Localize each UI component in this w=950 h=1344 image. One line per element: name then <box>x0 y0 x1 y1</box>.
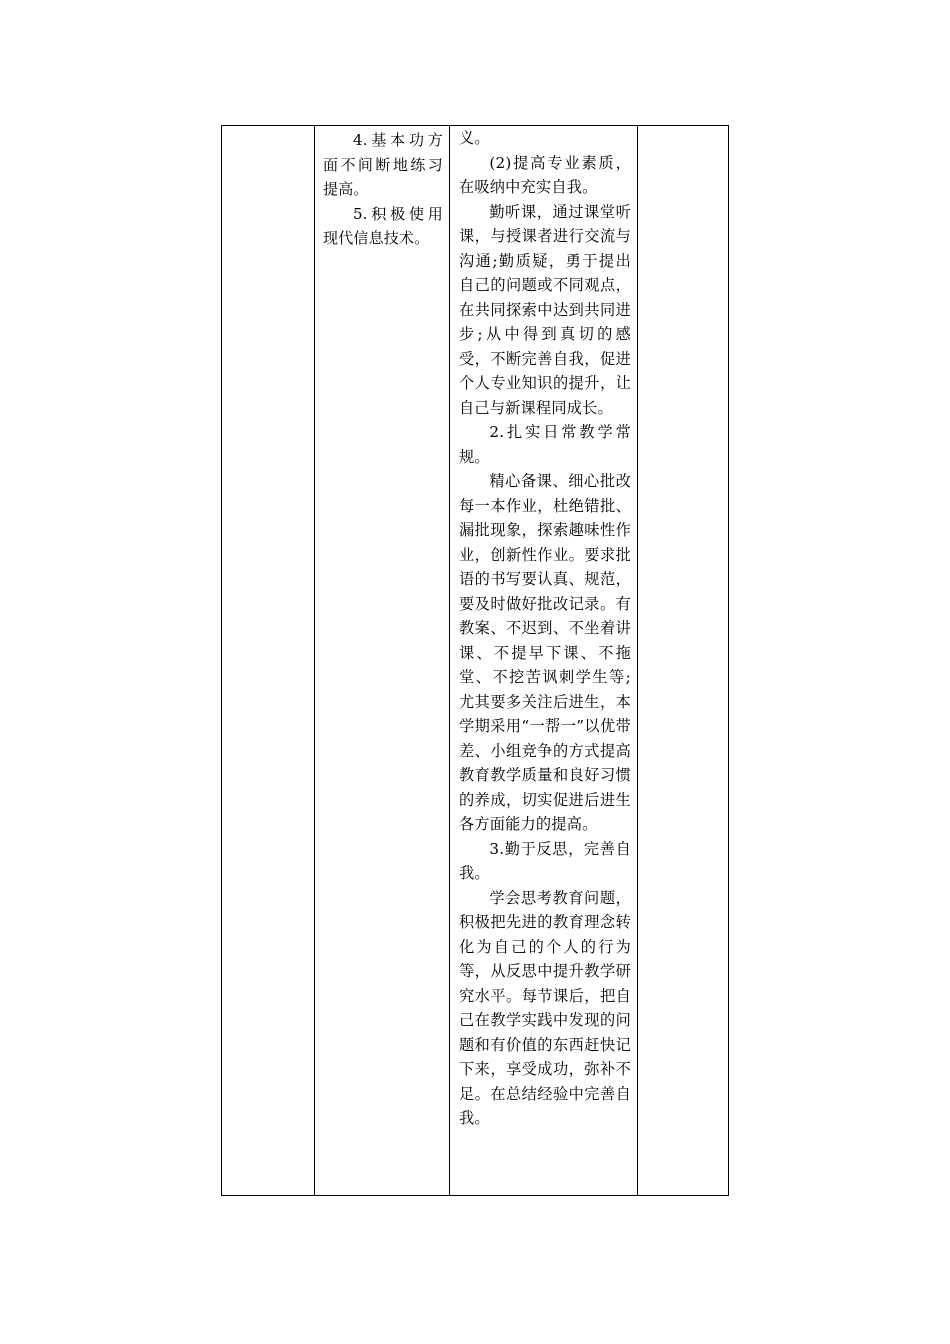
paragraph-routine-body: 精心备课、细心批改每一本作业，杜绝错批、漏批现象，探索趣味性作业，创新性作业。要求批语的书写要认真、规范，要及时做好批改记录。有教案、不迟到、不坐着讲课、不提早下课、不拖堂、不挖苦讽刺学生等;尤其要多关注后进生，本学期采用“一帮一”以优带差、小组竞争的方式提高教育教学质量和良好习惯的养成，切实促进后进生各方面能力的提高。 <box>459 472 631 833</box>
paragraph-professional-quality: (2)提高专业素质，在吸纳中充实自我。 <box>459 153 631 196</box>
table-column-1 <box>222 126 315 1195</box>
paragraph-reflection-heading: 3.勤于反思，完善自我。 <box>459 839 631 882</box>
table-column-4 <box>638 126 728 1195</box>
table-column-2 <box>315 126 450 1195</box>
measure-item-5: 5.积极使用现代信息技术。 <box>323 204 443 247</box>
paragraph-reflection-body: 学会思考教育问题，积极把先进的教育理念转化为自己的个人的行为等，从反思中提升教学研究水平。每节课后，把自己在教学实践中发现的问题和有价值的东西赶快记下来，享受成功，弥补不足。在总结经验中完善自我。 <box>459 888 631 1127</box>
plan-table <box>221 125 729 1196</box>
continued-text: 义。 <box>459 129 490 147</box>
paragraph-listen-lessons: 勤听课，通过课堂听课，与授课者进行交流与沟通;勤质疑，勇于提出自己的问题或不同观点，在共同探索中达到共同进步;从中得到真切的感受，不断完善自我，促进个人专业知识的提升，让自己与新课程同成长。 <box>459 202 631 417</box>
paragraph-routine-heading: 2.扎实日常教学常规。 <box>459 423 631 466</box>
table-column-3 <box>450 126 638 1195</box>
measure-item-4: 4.基本功方面不间断地练习提高。 <box>323 131 443 198</box>
